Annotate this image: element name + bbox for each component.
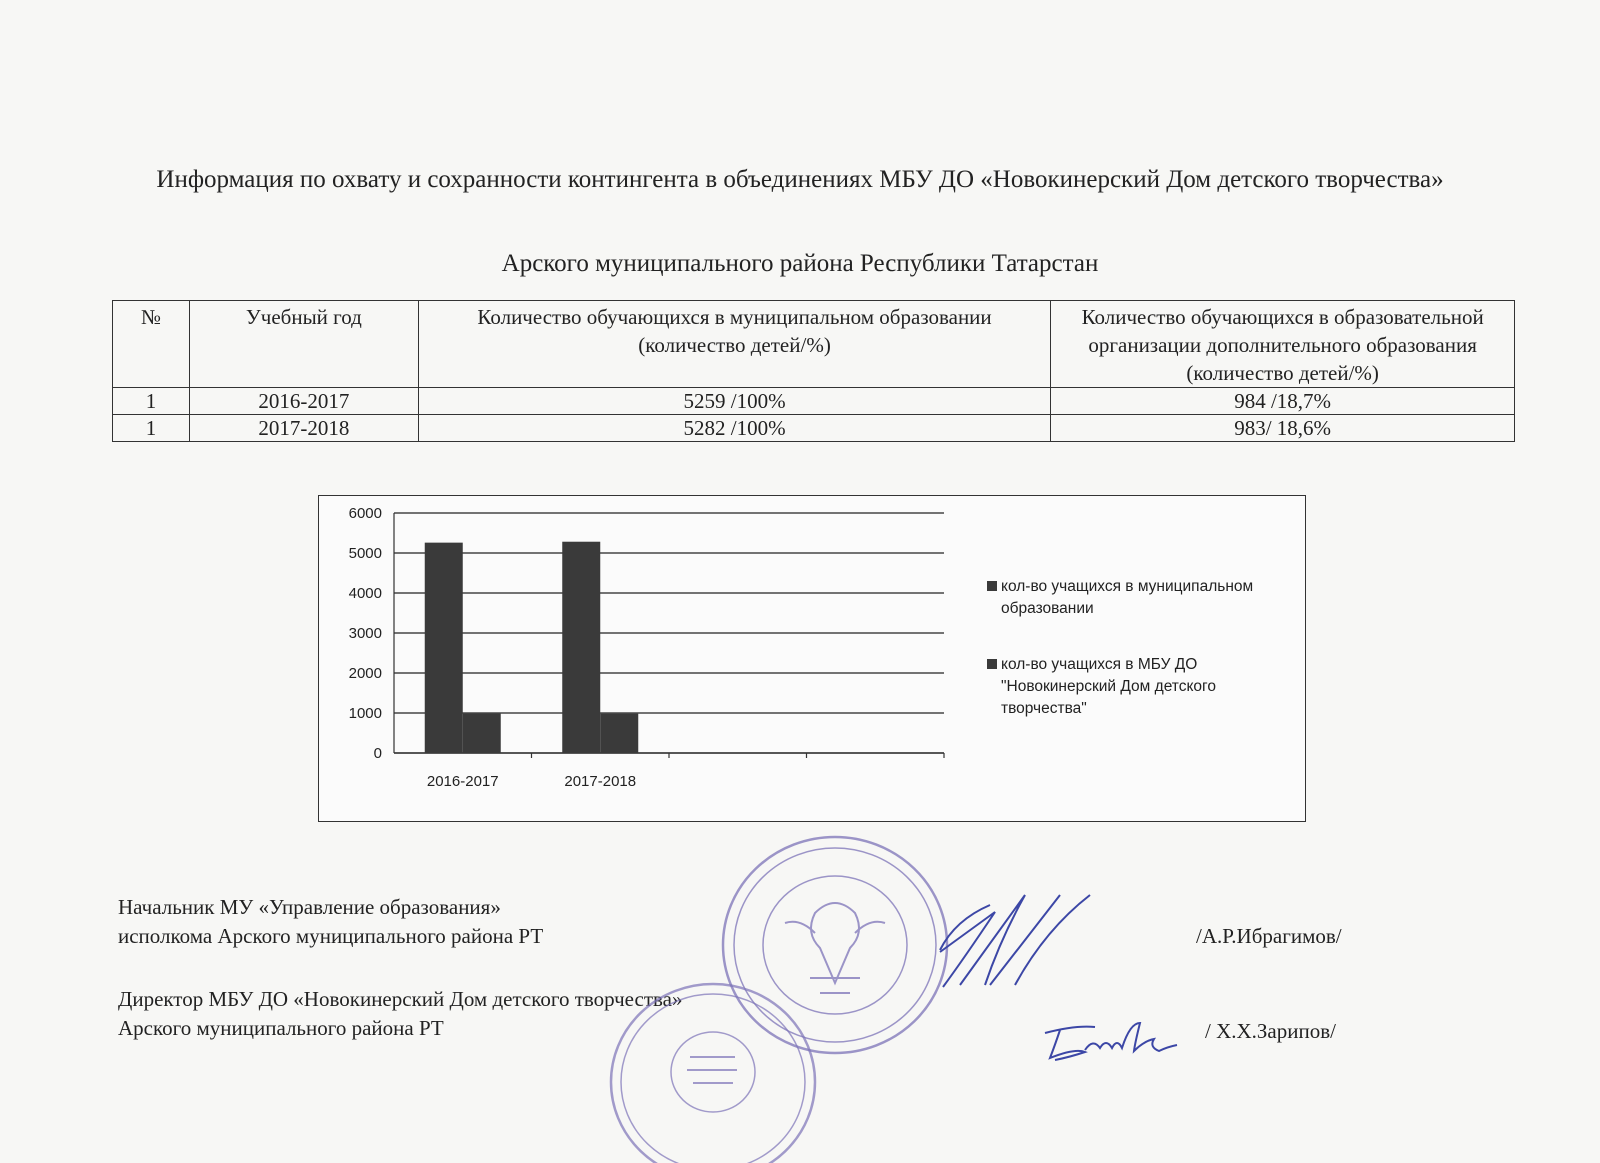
signature-name-2: / Х.Х.Зарипов/ [1205,1019,1336,1043]
signature-2-icon [1040,1018,1180,1063]
legend-swatch [987,659,997,669]
y-tick-label: 1000 [348,705,382,722]
y-tick-label: 6000 [348,505,382,522]
cell-year: 2017-2018 [189,415,418,442]
bar-organization [600,714,638,753]
bar-chart [318,495,1306,822]
legend-entry: кол-во учащихся в МБУ ДО "Новокинерский Дом детского творчества" [1001,656,1216,717]
bar-municipal [425,543,463,753]
header-organization-count: Количество обучающихся в образовательной организации дополнительного образования (количество детей/%) [1051,301,1515,388]
y-tick-label: 5000 [348,545,382,562]
signature-position-line-2: исполкома Арского муниципального района РТ [118,924,544,948]
bar-organization [463,714,501,753]
cell-organization-count: 984 /18,7% [1051,388,1515,415]
signature-position-line-3: Директор МБУ ДО «Новокинерский Дом детского творчества» [118,987,683,1011]
table-row [113,415,1515,442]
signature-block-1 [118,893,543,951]
bar-chart-svg [319,496,1305,821]
header-municipal-count: Количество обучающихся в муниципальном образовании (количество детей/%) [418,301,1050,388]
signature-position-line-4: Арского муниципального района РТ [118,1016,444,1040]
bar-municipal [562,542,600,753]
document-subtitle: Арского муниципального района Республики Татарстан [501,250,1099,277]
signature-name-1: /А.Р.Ибрагимов/ [1196,924,1342,948]
signature-block-2 [118,985,683,1043]
x-tick-label: 2016-2017 [426,773,499,790]
cell-municipal-count: 5282 /100% [418,415,1050,442]
signature-1-icon [935,890,1095,990]
stats-table [112,300,1515,442]
legend-entry: кол-во учащихся в муниципальном образовании [1001,578,1254,617]
table-row [113,388,1515,415]
header-number: № [113,301,190,388]
cell-year: 2016-2017 [189,388,418,415]
table-header-row [113,301,1515,388]
cell-organization-count: 983/ 18,6% [1051,415,1515,442]
cell-municipal-count: 5259 /100% [418,388,1050,415]
signature-position-line-1: Начальник МУ «Управление образования» [118,895,501,919]
y-tick-label: 0 [373,745,382,762]
y-tick-label: 2000 [348,665,382,682]
document-title: Информация по охвату и сохранности контингента в объединениях МБУ ДО «Новокинерский Дом детского творчества» [156,166,1444,193]
legend-swatch [987,581,997,591]
x-tick-label: 2017-2018 [564,773,637,790]
y-tick-label: 4000 [348,585,382,602]
y-tick-label: 3000 [348,625,382,642]
header-year: Учебный год [189,301,418,388]
cell-number: 1 [113,388,190,415]
cell-number: 1 [113,415,190,442]
organization-seal-icon [605,972,820,1163]
